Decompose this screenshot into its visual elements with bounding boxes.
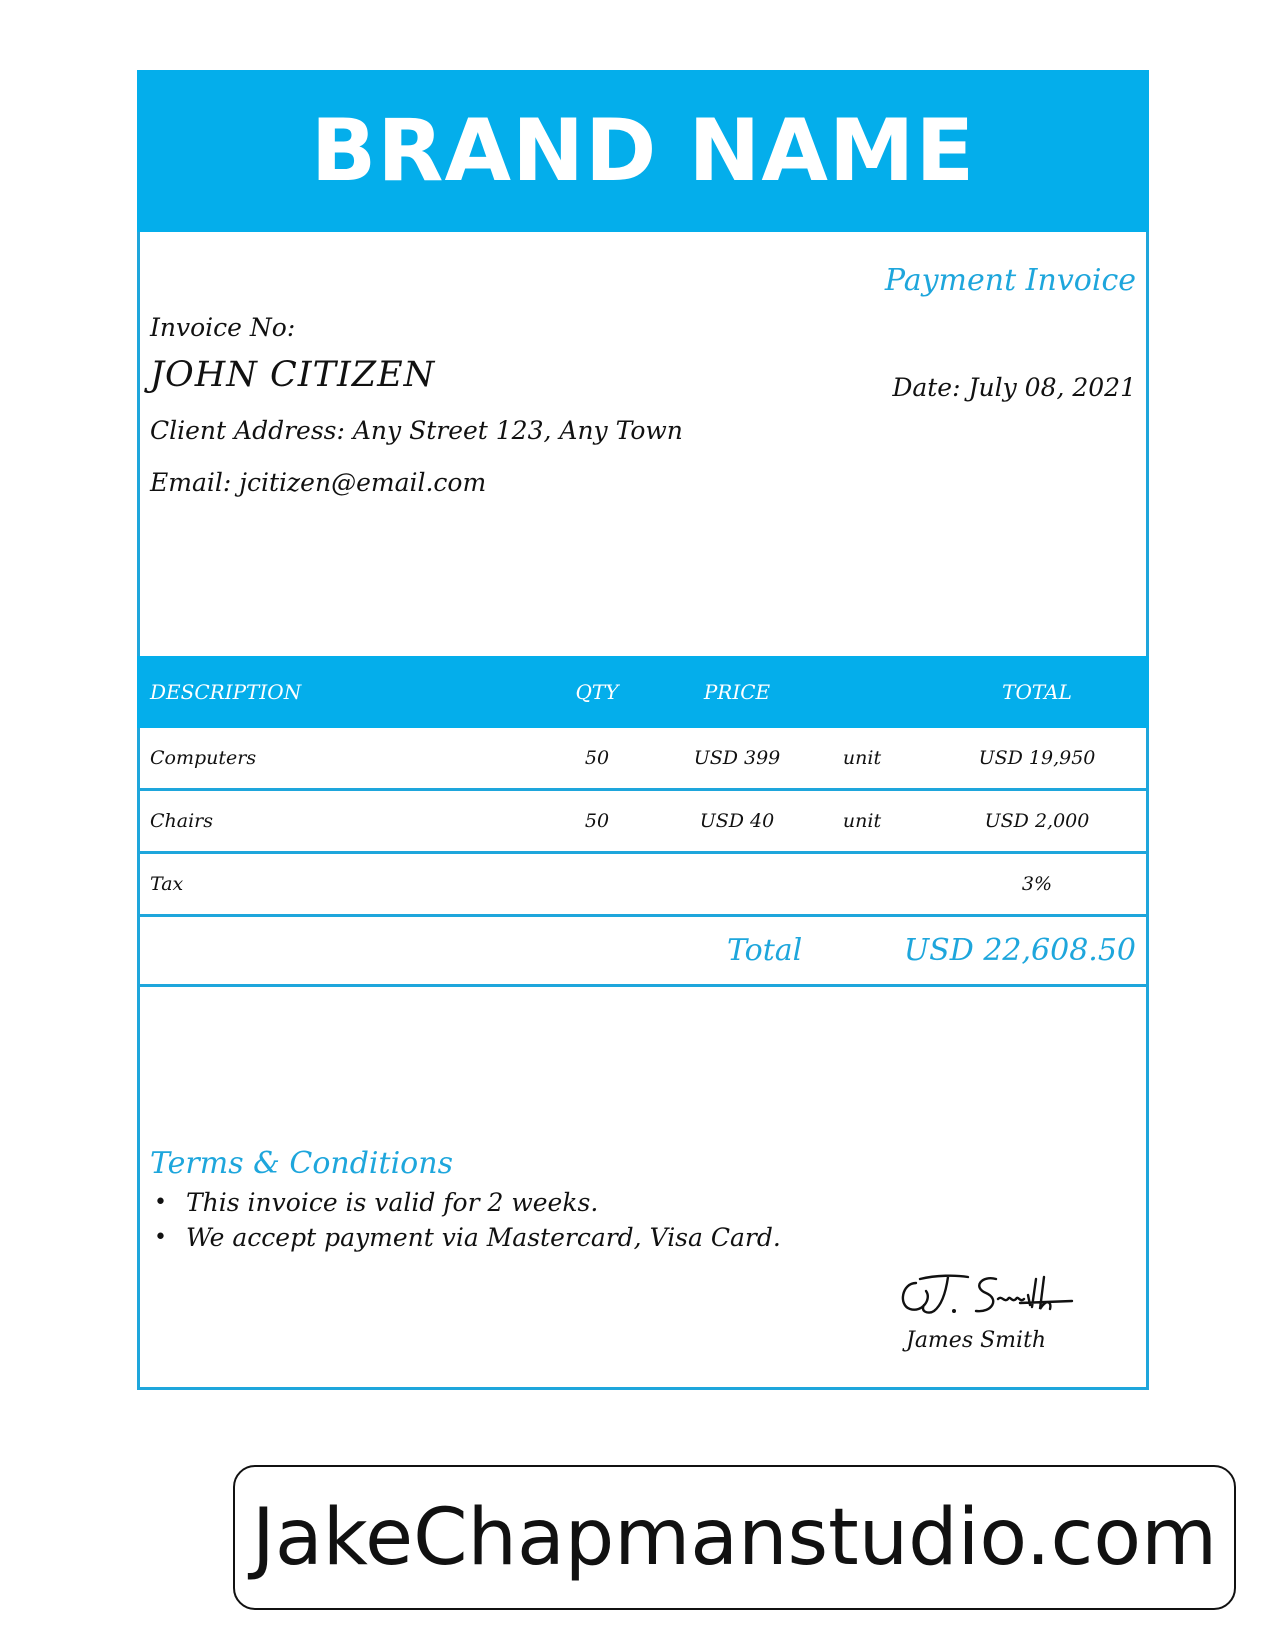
terms-list xyxy=(150,1185,781,1255)
row-description: Chairs xyxy=(150,810,214,832)
invoice-date: Date: July 08, 2021 xyxy=(892,373,1136,402)
row-total: USD 19,950 xyxy=(978,747,1096,769)
client-address: Client Address: Any Street 123, Any Town xyxy=(150,416,683,445)
header-total: TOTAL xyxy=(1002,680,1072,704)
grand-total-label: Total xyxy=(727,933,803,968)
table-row xyxy=(137,728,1149,791)
invoice-number-label: Invoice No: xyxy=(150,313,296,342)
bullet-icon: • xyxy=(154,1190,167,1215)
document-title: Payment Invoice xyxy=(884,263,1136,298)
signer-name: James Smith xyxy=(906,1328,1047,1353)
watermark-banner: JakeChapmanstudio.com xyxy=(233,1465,1236,1610)
table-row xyxy=(137,791,1149,854)
list-item xyxy=(150,1220,781,1255)
row-unit: unit xyxy=(842,810,882,832)
row-price: USD 399 xyxy=(693,747,781,769)
row-price xyxy=(667,854,807,914)
list-item xyxy=(150,1185,781,1220)
bullet-icon: • xyxy=(154,1225,167,1250)
row-unit: unit xyxy=(842,747,882,769)
header-price: PRICE xyxy=(703,680,771,704)
table-row xyxy=(137,854,1149,917)
brand-name: BRAND NAME xyxy=(310,101,976,201)
row-unit xyxy=(817,854,907,914)
row-description: Computers xyxy=(150,747,257,769)
brand-header xyxy=(137,70,1149,232)
signature-image xyxy=(896,1265,1076,1325)
row-total: 3% xyxy=(1021,873,1053,895)
row-total: USD 2,000 xyxy=(984,810,1090,832)
row-qty xyxy=(547,854,647,914)
terms-title: Terms & Conditions xyxy=(150,1146,453,1181)
line-items-table xyxy=(137,656,1149,987)
client-name: JOHN CITIZEN xyxy=(150,355,436,395)
row-qty: 50 xyxy=(584,747,610,769)
client-email: Email: jcitizen@email.com xyxy=(150,468,487,497)
grand-total-row xyxy=(137,917,1149,987)
header-description: DESCRIPTION xyxy=(150,680,302,704)
header-qty: QTY xyxy=(575,680,619,704)
row-qty: 50 xyxy=(584,810,610,832)
grand-total-value: USD 22,608.50 xyxy=(903,933,1136,968)
row-description: Tax xyxy=(150,873,184,895)
row-price: USD 40 xyxy=(699,810,775,832)
terms-item-text: We accept payment via Mastercard, Visa Card. xyxy=(186,1223,781,1252)
table-header xyxy=(137,656,1149,728)
invoice-document xyxy=(137,70,1149,1390)
terms-item-text: This invoice is valid for 2 weeks. xyxy=(186,1188,599,1217)
